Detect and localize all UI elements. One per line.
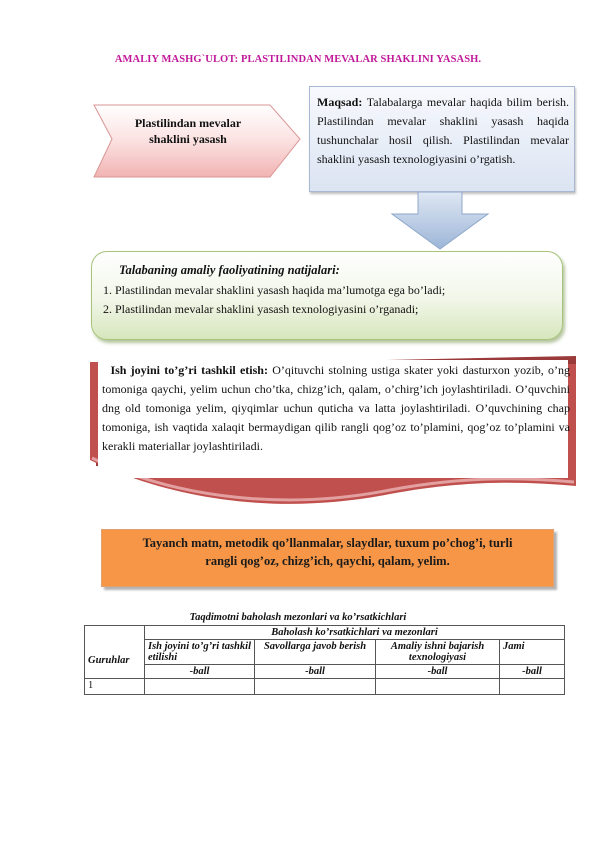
criteria-span-header: Baholash ko’rsatkichlari va mezonlari — [145, 626, 565, 640]
column-ball: -ball — [376, 665, 500, 679]
table-cell — [500, 679, 565, 695]
materials-line-1: Tayanch matn, metodik qo’llanmalar, slaydlar, tuxum po’chog’i, turli — [142, 536, 513, 550]
table-row — [85, 679, 565, 695]
column-header: Ish joyini to’g’ri tashkil etilishi — [145, 640, 255, 665]
table-cell — [145, 679, 255, 695]
table-cell-group: 1 — [85, 679, 145, 695]
column-header: Jami — [500, 640, 565, 665]
results-item-2: 2. Plastilindan mevalar shaklini yasash texnologiyasini o’rganadi; — [103, 302, 419, 316]
topic-line-2: shaklini yasash — [149, 132, 227, 146]
group-header: Guruhlar — [85, 626, 145, 679]
table-cell — [255, 679, 376, 695]
goal-label: Maqsad: — [317, 95, 363, 109]
results-item-1: 1. Plastilindan mevalar shaklini yasash haqida ma’lumotga ega bo’ladi; — [103, 283, 446, 297]
workplace-text — [102, 361, 570, 456]
results-heading: Talabaning amaliy faoliyatining natijalari: — [119, 263, 340, 277]
workplace-label: Ish joyini to’g’ri tashkil etish: — [110, 363, 268, 377]
column-header: Savollarga javob berish — [255, 640, 376, 665]
column-header: Amaliy ishni bajarish texnologiyasi — [376, 640, 500, 665]
down-arrow-shape — [390, 192, 490, 250]
materials-text — [104, 534, 551, 570]
table-caption: Taqdimotni baholash mezonlari va ko’rsatkichlari — [189, 612, 407, 623]
topic-line-1: Plastilindan mevalar — [134, 116, 242, 130]
column-ball: -ball — [255, 665, 376, 679]
goal-box — [309, 86, 575, 192]
topic-arrow-label — [108, 115, 268, 147]
evaluation-table — [84, 625, 565, 695]
materials-line-2: rangli qog’oz, chizg’ich, qaychi, qalam, yelim. — [205, 554, 450, 568]
page-title: AMALIY MASHG`ULOT: PLASTILINDAN MEVALAR SHAKLINI YASASH. — [114, 54, 482, 65]
column-ball: -ball — [145, 665, 255, 679]
table-cell — [376, 679, 500, 695]
column-ball: -ball — [500, 665, 565, 679]
workplace-description: O’qituvchi stolning ustiga skater yoki dasturxon yozib, o’ng tomoniga qaychi, yelim uchun cho’tka, chizg’ich, qalam, o’chirg’ich joylashtiriladi. O’quvchini dng old tomoniga yelim, qiyqimlar uchun quticha va latta joylashtiriladi. O’quvchining chap tomoniga, ish vaqtida xalaqit bermaydigan qilib rangli qog’oz to’plamini, qog’oz to’plamini va kerakli materiallar joylashtiriladi. — [102, 363, 571, 453]
goal-text: Talabalarga mevalar haqida bilim berish. Plastilindan mevalar shaklini yasash haqida tushunchalar hosil qilish. Plastilindan mevalar shaklini yasash texnologiyasini o’rgatish. — [317, 95, 569, 166]
